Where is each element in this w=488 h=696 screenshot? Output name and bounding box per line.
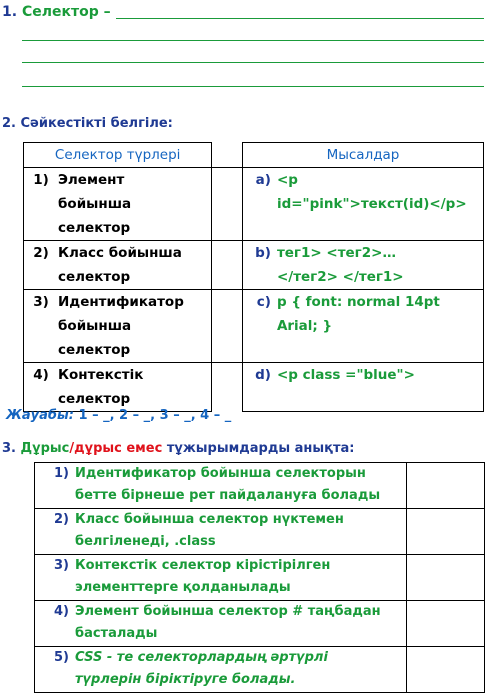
example-item: c) p { font: normal 14pt Arial; } (242, 290, 483, 363)
statement-item: 5) CSS - те селекторлардың әртүрлі түрлерін біріктіруге болады. (35, 647, 407, 693)
answer-template: 1 – _, 2 – _, 3 – _, 4 – _ (78, 408, 232, 423)
selector-type-item: 3) Идентификатор бойынша селектор (24, 290, 212, 363)
answer-cell[interactable] (407, 555, 485, 601)
statement-item: 2) Класс бойынша селектор нүктемен белгіленеді, .class (35, 509, 407, 555)
example-item: a) <p id="pink">текст(id)</p> (242, 168, 483, 241)
selector-type-item: 2) Класс бойынша селектор (24, 241, 212, 290)
question-1 (2, 4, 111, 20)
answer-line[interactable] (22, 62, 484, 63)
answer-line-text[interactable] (6, 408, 231, 423)
question-1-number: 1. (2, 4, 18, 20)
selector-type-item: 4) Контекстік селектор (24, 363, 212, 412)
statement-item: 4) Элемент бойынша селектор # таңбадан басталады (35, 601, 407, 647)
question-1-label: Селектор – (21, 4, 111, 20)
gap-column (212, 290, 243, 363)
matching-table (23, 142, 484, 412)
selector-type-item: 1) Элемент бойынша селектор (24, 168, 212, 241)
gap-column (212, 363, 243, 412)
true-false-table (34, 462, 485, 693)
answer-line[interactable] (116, 18, 484, 19)
example-item: b) тег1> <тег2>… </тег2> </тег1> (242, 241, 483, 290)
gap-column (212, 168, 243, 241)
question-2-title: 2. Сәйкестікті белгіле: (2, 116, 173, 131)
gap-column (212, 143, 243, 168)
gap-column (212, 241, 243, 290)
answer-cell[interactable] (407, 647, 485, 693)
answer-line[interactable] (22, 40, 484, 41)
header-examples: Мысалдар (242, 143, 483, 168)
answer-cell[interactable] (407, 601, 485, 647)
answer-cell[interactable] (407, 463, 485, 509)
answer-cell[interactable] (407, 509, 485, 555)
answer-line[interactable] (22, 86, 484, 87)
statement-item: 3) Контекстік селектор кірістірілген элементтерге қолданылады (35, 555, 407, 601)
answer-label: Жауабы: (6, 408, 74, 423)
header-selector-types: Селектор түрлері (24, 143, 212, 168)
statement-item: 1) Идентификатор бойынша селекторын бетте бірнеше рет пайдалануға болады (35, 463, 407, 509)
example-item: d) <p class ="blue"> (242, 363, 483, 412)
question-3-title: 3. Дұрыс/дұрыс емес тұжырымдарды анықта: (2, 441, 355, 456)
